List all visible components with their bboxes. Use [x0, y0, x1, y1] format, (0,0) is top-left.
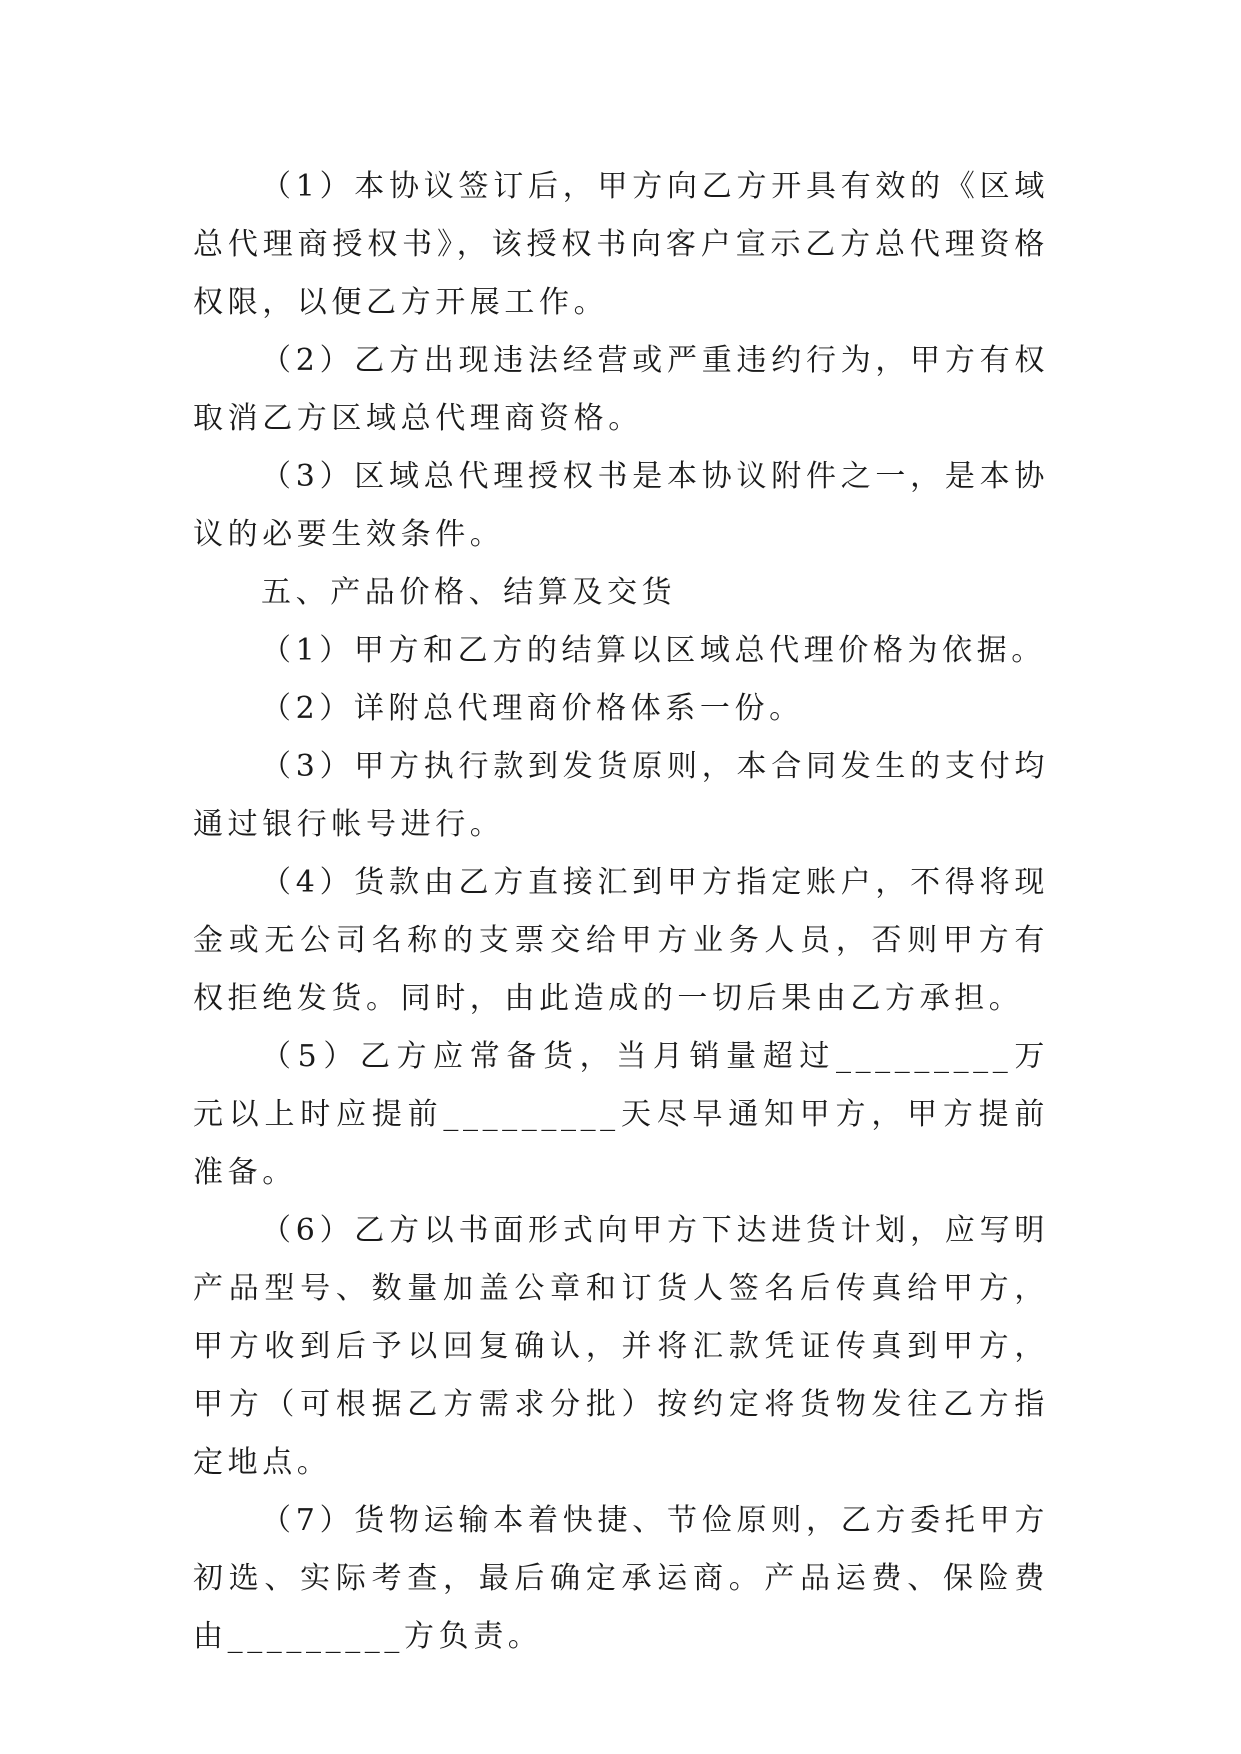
- clause-5-6: （6）乙方以书面形式向甲方下达进货计划，应写明产品型号、数量加盖公章和订货人签名后传真给甲方，甲方收到后予以回复确认，并将汇款凭证传真到甲方，甲方（可根据乙方需求分批）按约定将货物发往乙方指定地点。: [193, 1213, 1049, 1480]
- clause-5-5: （5）乙方应常备货，当月销量超过_________万元以上时应提前_________天尽早通知甲方，甲方提前准备。: [193, 1039, 1049, 1190]
- clause-5-4: （4）货款由乙方直接汇到甲方指定账户，不得将现金或无公司名称的支票交给甲方业务人员，否则甲方有权拒绝发货。同时，由此造成的一切后果由乙方承担。: [193, 865, 1049, 1016]
- clause-5-3: （3）甲方执行款到发货原则，本合同发生的支付均通过银行帐号进行。: [193, 749, 1049, 842]
- clause-4-2: （2）乙方出现违法经营或严重违约行为，甲方有权取消乙方区域总代理商资格。: [193, 343, 1049, 436]
- section-heading-5: 五、产品价格、结算及交货: [261, 575, 677, 610]
- clause-5-1: （1）甲方和乙方的结算以区域总代理价格为依据。: [261, 633, 1046, 668]
- clause-5-2: （2）详附总代理商价格体系一份。: [261, 691, 804, 726]
- clause-4-3: （3）区域总代理授权书是本协议附件之一，是本协议的必要生效条件。: [193, 459, 1049, 552]
- clause-4-1: （1）本协议签订后，甲方向乙方开具有效的《区域总代理商授权书》，该授权书向客户宣示乙方总代理资格权限，以便乙方开展工作。: [193, 169, 1049, 320]
- document-body: [193, 158, 1049, 1666]
- clause-5-7: （7）货物运输本着快捷、节俭原则，乙方委托甲方初选、实际考查，最后确定承运商。产品运费、保险费由_________方负责。: [193, 1503, 1049, 1654]
